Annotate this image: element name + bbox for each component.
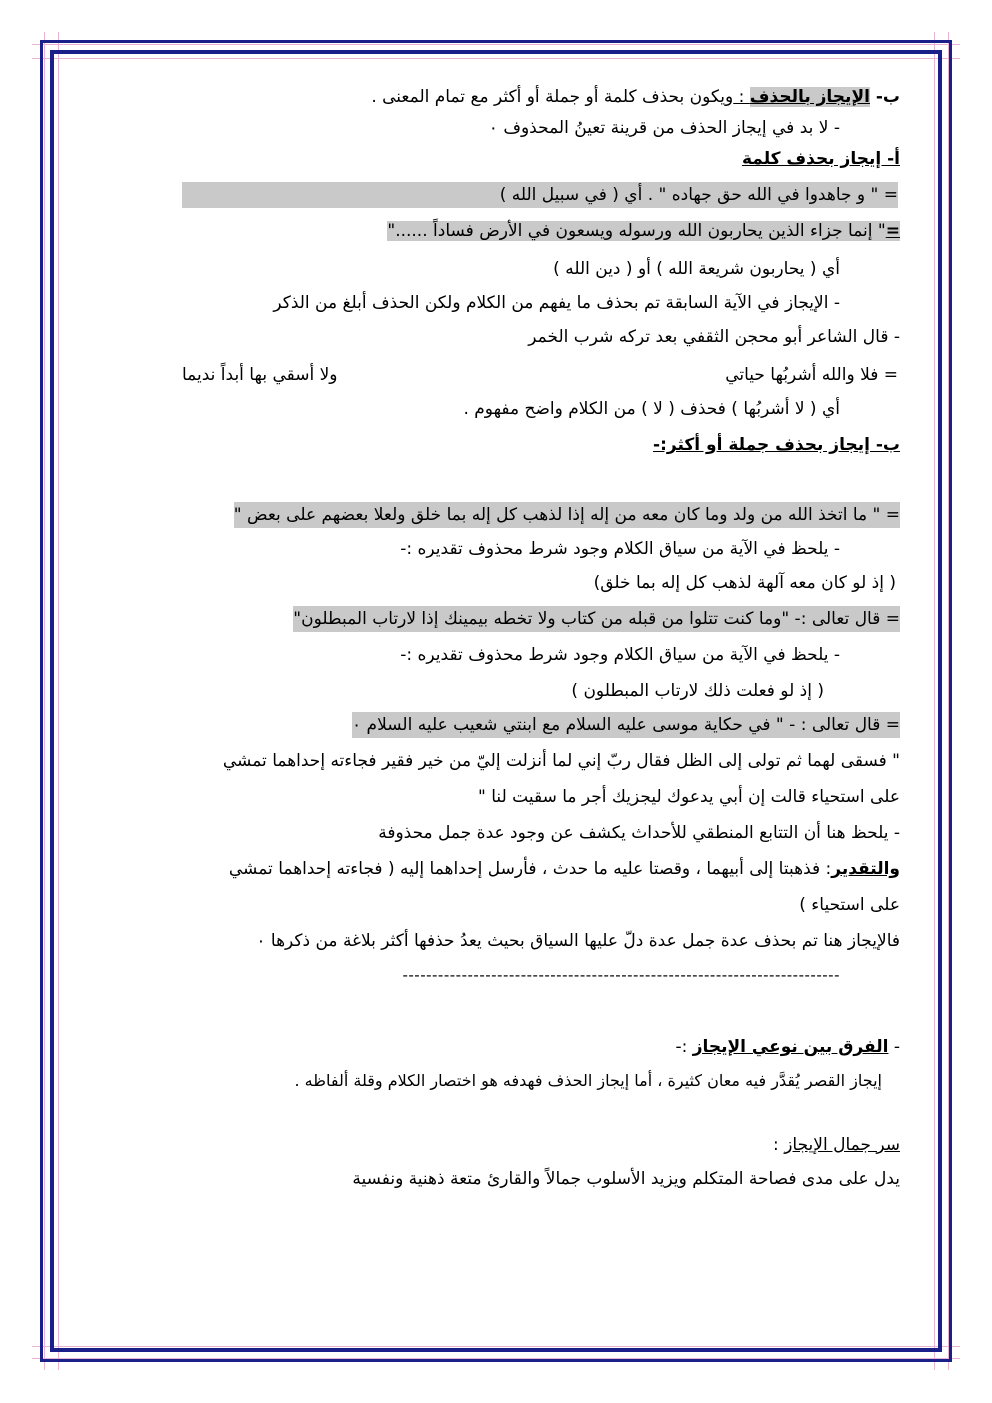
text-line: على استحياء قالت إن أبي يدعوك ليجزيك أجر ما سقيت لنا " — [478, 787, 900, 807]
difference-heading — [675, 1034, 900, 1060]
text-line: إيجاز القصر يُقدَّر فيه معان كثيرة ، أما إيجاز الحذف فهدفه هو اختصار الكلام وقلة ألفاظه . — [294, 1071, 882, 1090]
quote-line-shaded: = قال تعالى :- "وما كنت تتلوا من قبله من كتاب ولا تخطه بيمينك إذا لارتاب المبطلون" — [293, 606, 900, 632]
quote-line-shaded: = " ما اتخذ الله من ولد وما كان معه من إله إذا لذهب كل إله بما خلق ولعلا بعضهم على بعض " — [234, 502, 900, 528]
equal-mark: = — [885, 221, 900, 241]
section-colon: : — [733, 87, 750, 107]
text-line: أي ( يحاربون شريعة الله ) أو ( دين الله ) — [553, 259, 840, 279]
text-line: - يلحظ في الآية من سياق الكلام وجود شرط محذوف تقديره :- — [400, 645, 840, 665]
text-line: ( إذ لو كان معه آلهة لذهب كل إله بما خلق) — [593, 573, 896, 593]
text-line: يدل على مدى فصاحة المتكلم ويزيد الأسلوب جمالاً والقارئ متعة ذهنية ونفسية — [352, 1169, 900, 1189]
text-line: - لا بد في إيجاز الحذف من قرينة تعينُ المحذوف ٠ — [488, 118, 840, 138]
quote-text: " إنما جزاء الذين يحاربون الله ورسوله ويسعون في الأرض فساداً ......" — [387, 221, 886, 241]
taqdir-text: : فذهبتا إلى أبيهما ، وقصتا عليه ما حدث ، فأرسل إحداهما إليه ( فجاءته إحداهما تمشي — [228, 859, 832, 879]
taqdir-label: والتقدير — [831, 859, 900, 879]
quote-line — [387, 218, 900, 244]
text-line: " فسقى لهما ثم تولى إلى الظل فقال ربّ إني لما أنزلت إليّ من خير فقير فجاءته إحداهما تمشي — [222, 751, 900, 771]
subheading-word: أ- إيجاز بحذف كلمة — [741, 149, 900, 169]
text-line: فالإيجاز هنا تم بحذف عدة جمل عدة دلّ عليها السياق بحيث يعدُ حذفها أكثر بلاغة من ذكرها ٠ — [256, 931, 900, 951]
poetry-hemistich-1: = فلا والله أشربُها حياتي — [725, 365, 898, 385]
text-line: - الإيجاز في الآية السابقة تم بحذف ما يفهم من الكلام ولكن الحذف أبلغ من الذكر — [273, 293, 840, 313]
secret-heading — [773, 1132, 900, 1158]
subheading-sentence: ب- إيجاز بحذف جملة أو أكثر:- — [653, 435, 900, 455]
heading-ijaz-hadhf — [371, 84, 900, 110]
section-letter: ب- — [869, 87, 900, 107]
text-line: - قال الشاعر أبو محجن الثقفي بعد تركه شرب الخمر — [528, 327, 900, 347]
text-line: - يلحظ هنا أن التتابع المنطقي للأحداث يكشف عن وجود عدة جمل محذوفة — [378, 823, 900, 843]
taqdir-line — [229, 856, 900, 882]
text-line: على استحياء ) — [799, 895, 900, 915]
text-line: أي ( لا أشربُها ) فحذف ( لا ) من الكلام واضح مفهوم . — [463, 399, 840, 419]
difference-colon: :- — [675, 1037, 693, 1057]
secret-colon: : — [773, 1135, 785, 1155]
section-text: ويكون بحذف كلمة أو جملة أو أكثر مع تمام المعنى . — [371, 87, 734, 107]
dash: - — [888, 1037, 900, 1057]
text-line: - يلحظ في الآية من سياق الكلام وجود شرط محذوف تقديره :- — [400, 539, 840, 559]
quote-line-shaded: = " و جاهدوا في الله حق جهاده " . أي ( في سبيل الله ) — [182, 182, 898, 208]
poetry-hemistich-2: ولا أسقي بها أبداً نديما — [182, 365, 338, 385]
difference-label: الفرق بين نوعي الإيجاز — [692, 1037, 889, 1057]
separator-dashes: -------------------------------------------------------------------------- — [402, 966, 840, 984]
quote-line-shaded: = قال تعالى : - " في حكاية موسى عليه السلام مع ابنتي شعيب عليه السلام ٠ — [352, 712, 900, 738]
secret-label: سر جمال الإيجاز — [784, 1135, 900, 1155]
section-label: الإيجاز بالحذف — [749, 87, 870, 107]
text-line: ( إذ لو فعلت ذلك لارتاب المبطلون ) — [571, 681, 824, 701]
